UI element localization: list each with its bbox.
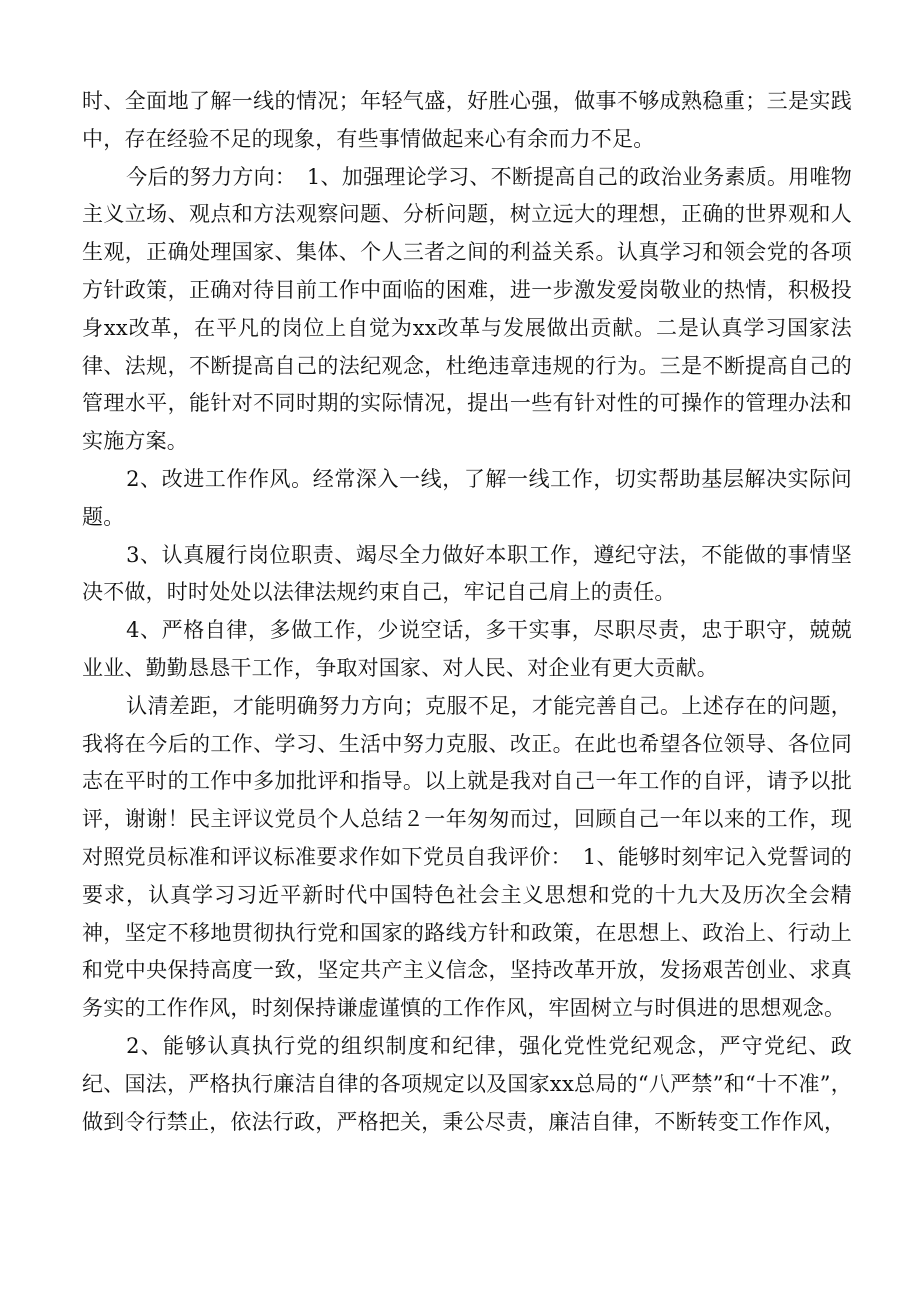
paragraph-continuation: 时、全面地了解一线的情况；年轻气盛，好胜心强，做事不够成熟稳重；三是实践中，存在经验不足的现象，有些事情做起来心有余而力不足。	[82, 89, 852, 151]
paragraph-conclusion-and-summary-2: 认清差距，才能明确努力方向；克服不足，才能完善自己。上述存在的问题，我将在今后的工作、学习、生活中努力克服、改正。在此也希望各位领导、各位同志在平时的工作中多加批评和指导。以上就是我对自己一年工作的自评，请予以批评，谢谢！民主评议党员个人总结２一年匆匆而过，回顾自己一年以来的工作，现对照党员标准和评议标准要求作如下党员自我评价： 1、能够时刻牢记入党誓词的要求，认真学习习近平新时代中国特色社会主义思想和党的十九大及历次全会精神，坚定不移地贯彻执行党和国家的路线方针和政策，在思想上、政治上、行动上和党中央保持高度一致，坚定共产主义信念，坚持改革开放，发扬艰苦创业、求真务实的工作作风，时刻保持谦虚谨慎的工作作风，牢固树立与时俱进的思想观念。	[82, 693, 852, 1021]
paragraph-discipline: 2、能够认真执行党的组织制度和纪律，强化党性党纪观念，严守党纪、政纪、国法，严格执行廉洁自律的各项规定以及国家xx总局的“八严禁”和“十不准”，做到令行禁止，依法行政，严格把关，秉公尽责，廉洁自律，不断转变工作作风，	[82, 1033, 852, 1134]
paragraph-item-4: 4、严格自律，多做工作，少说空话，多干实事，尽职尽责，忠于职守，兢兢业业、勤勤恳恳干工作，争取对国家、对人民、对企业有更大贡献。	[82, 618, 852, 680]
paragraph-item-3: 3、认真履行岗位职责、竭尽全力做好本职工作，遵纪守法，不能做的事情坚决不做，时时处处以法律法规约束自己，牢记自己肩上的责任。	[82, 542, 852, 605]
document-body	[82, 83, 852, 1141]
paragraph-item-2: 2、改进工作作风。经常深入一线，了解一线工作，切实帮助基层解决实际问题。	[82, 466, 852, 529]
paragraph-future-direction: 今后的努力方向： 1、加强理论学习、不断提高自己的政治业务素质。用唯物主义立场、观点和方法观察问题、分析问题，树立远大的理想，正确的世界观和人生观，正确处理国家、集体、个人三者之间的利益关系。认真学习和领会党的各项方针政策，正确对待目前工作中面临的困难，进一步激发爱岗敬业的热情，积极投身xx改革，在平凡的岗位上自觉为xx改革与发展做出贡献。二是认真学习国家法律、法规，不断提高自己的法纪观念，杜绝违章违规的行为。三是不断提高自己的管理水平，能针对不同时期的实际情况，提出一些有针对性的可操作的管理办法和实施方案。	[82, 164, 852, 454]
